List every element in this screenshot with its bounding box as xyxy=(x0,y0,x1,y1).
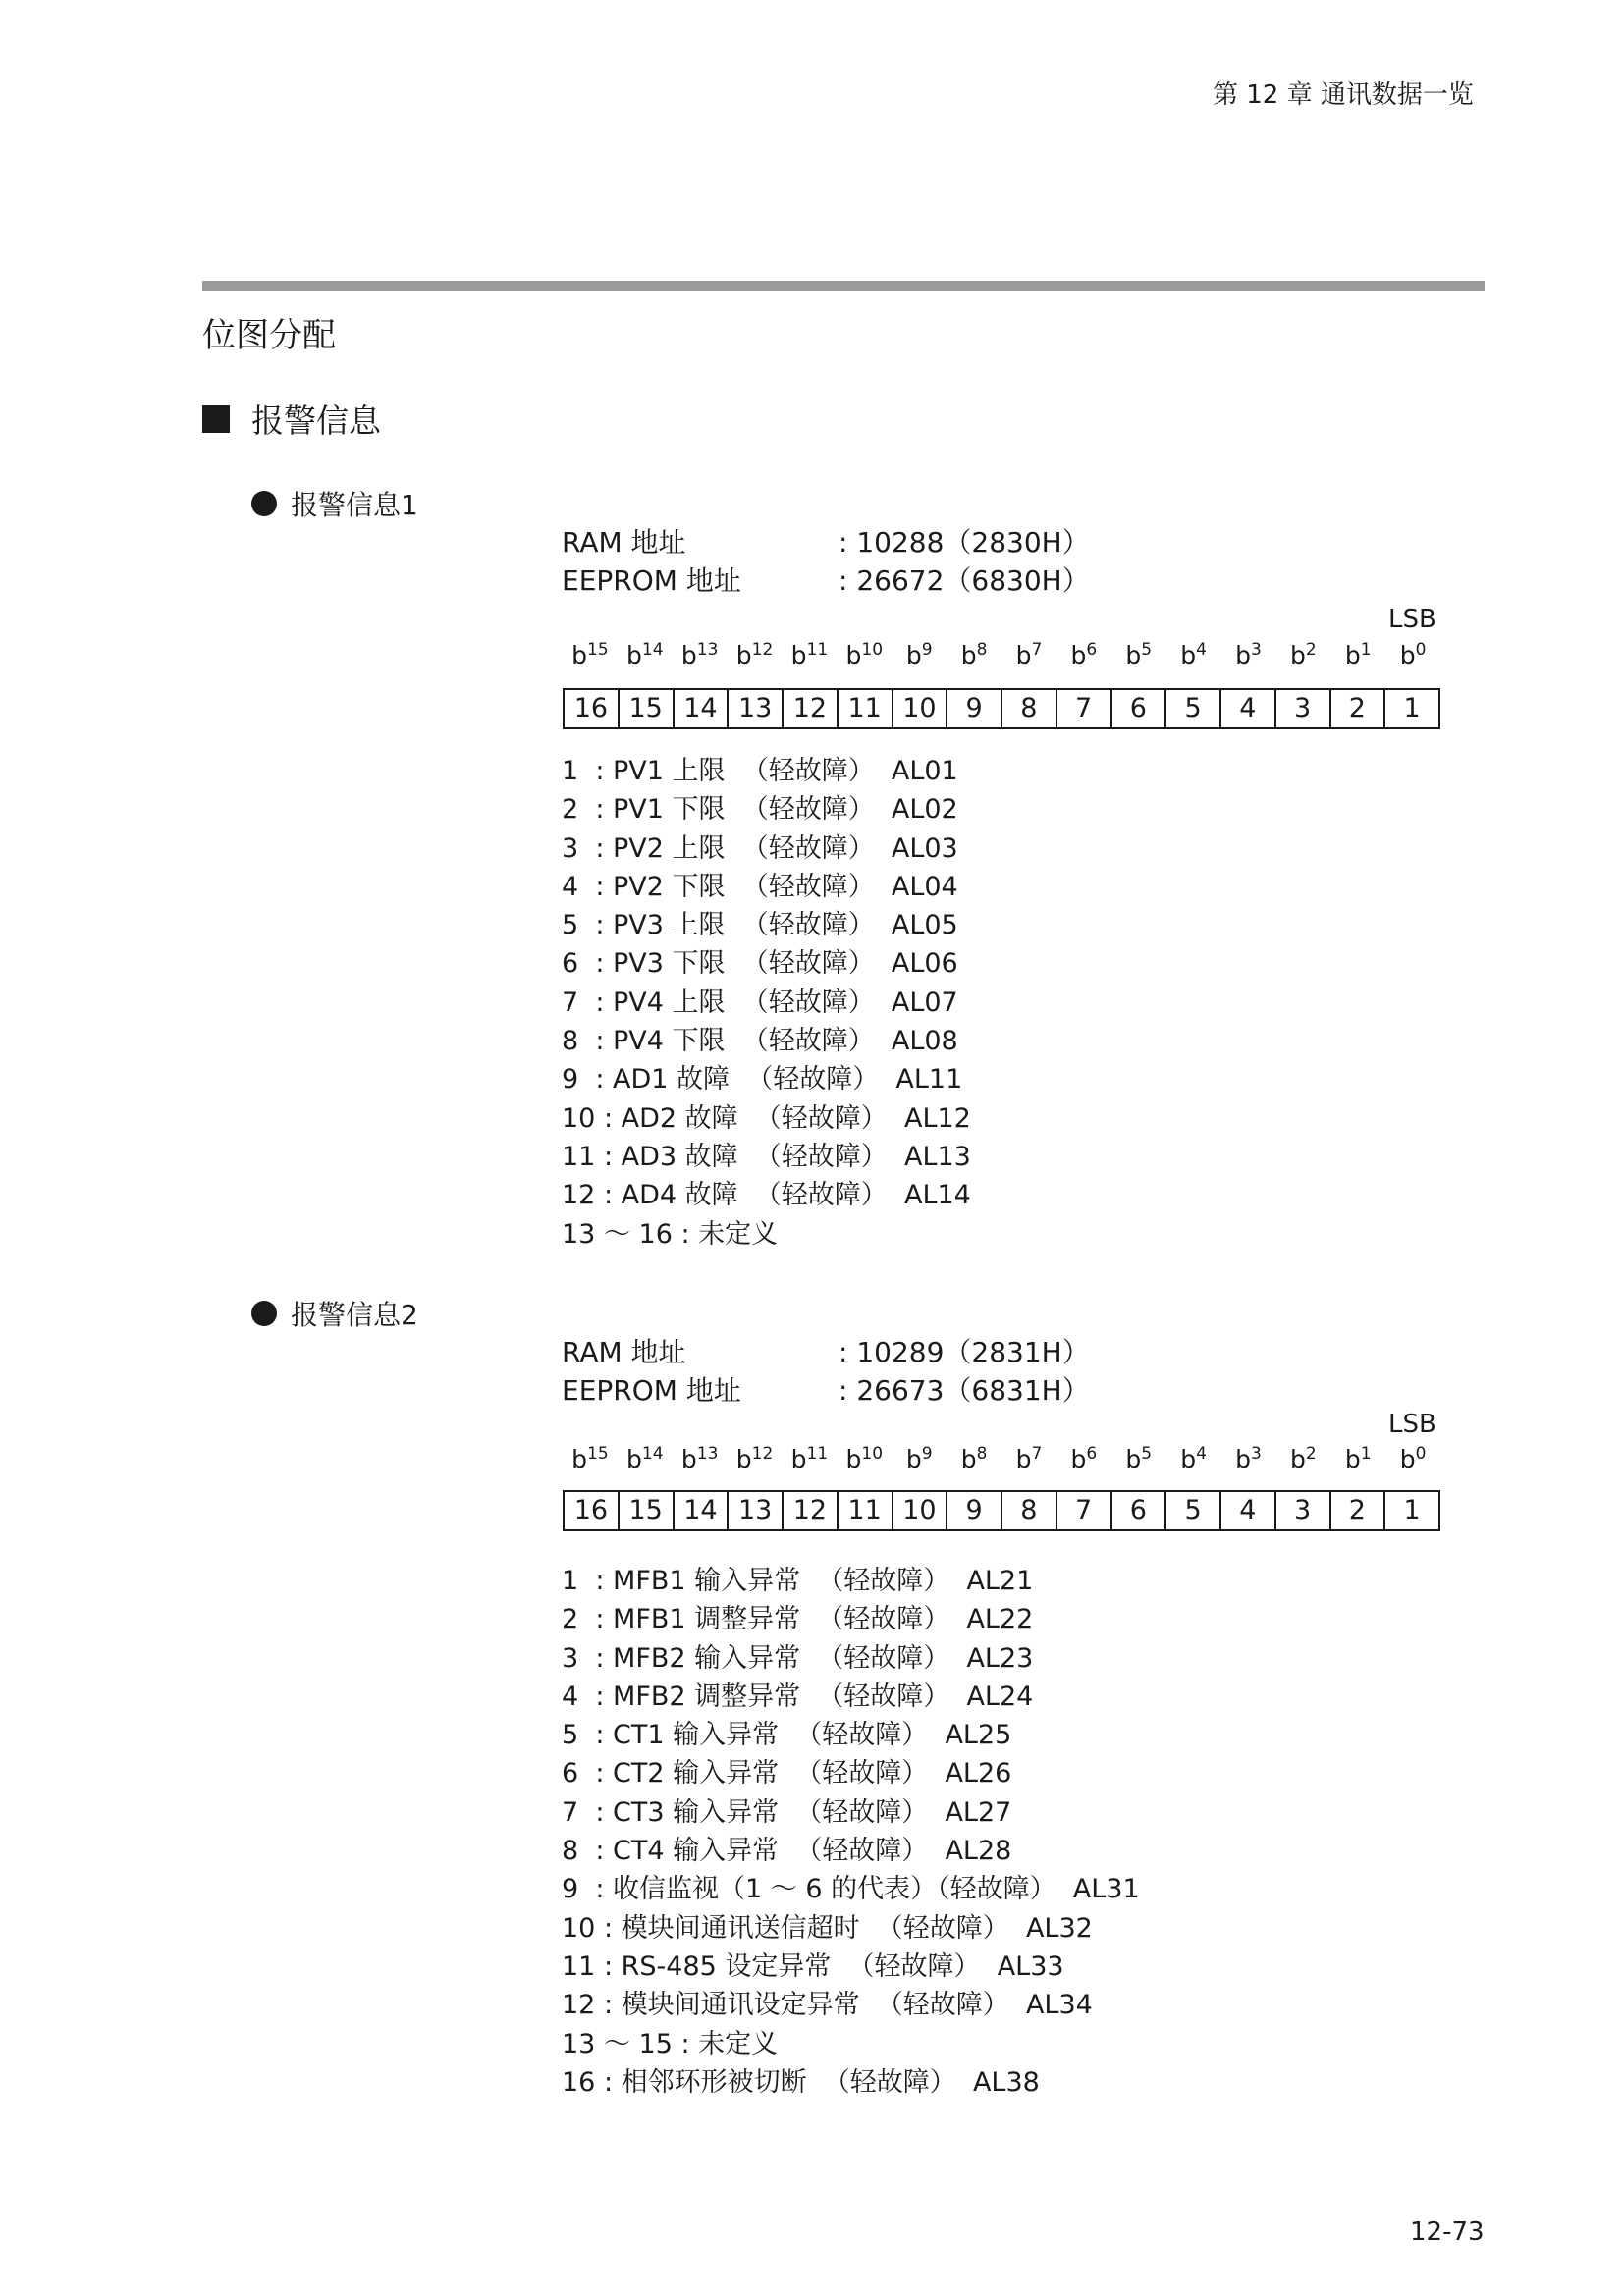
bit-cell: 1 xyxy=(1383,690,1438,727)
bit-cell: 11 xyxy=(837,1492,892,1529)
circle-bullet-icon xyxy=(251,491,277,516)
list-item: 3 : MFB2 输入异常 （轻故障） AL23 xyxy=(562,1642,1034,1674)
list-item: 6 : CT2 输入异常 （轻故障） AL26 xyxy=(562,1758,1012,1789)
list-item: 11 : AD3 故障 （轻故障） AL13 xyxy=(562,1141,971,1172)
list-item: 6 : PV3 下限 （轻故障） AL06 xyxy=(562,948,958,980)
bit-cell: 4 xyxy=(1219,690,1274,727)
list-item: 4 : PV2 下限 （轻故障） AL04 xyxy=(562,871,958,902)
list-item: 8 : PV4 下限 （轻故障） AL08 xyxy=(562,1026,958,1057)
bit-label: $b^5$ xyxy=(1125,1444,1153,1473)
bit-label: $b^{15}$ xyxy=(571,640,609,669)
bit-cell: 15 xyxy=(618,1492,673,1529)
page-number: 12-73 xyxy=(1410,2217,1485,2247)
bit-cell: 7 xyxy=(1056,1492,1110,1529)
bit-cell: 14 xyxy=(673,690,728,727)
block-2-ram-label: RAM 地址 xyxy=(562,1336,686,1368)
block-1-eeprom-value: : 26672（6830H） xyxy=(839,564,1090,597)
section-title: 位图分配 xyxy=(202,316,336,355)
block-2-lsb-label: LSB xyxy=(1388,1410,1436,1439)
block-1-ram-value: : 10288（2830H） xyxy=(839,526,1090,559)
list-item: 7 : CT3 输入异常 （轻故障） AL27 xyxy=(562,1796,1012,1828)
bit-label: $b^{14}$ xyxy=(626,1444,664,1473)
bit-label: $b^{15}$ xyxy=(571,1444,609,1473)
bit-label: $b^3$ xyxy=(1235,640,1262,669)
list-item: 8 : CT4 输入异常 （轻故障） AL28 xyxy=(562,1836,1012,1867)
bit-cell: 10 xyxy=(892,690,947,727)
bit-cell: 16 xyxy=(573,693,609,723)
list-item: 4 : MFB2 调整异常 （轻故障） AL24 xyxy=(562,1681,1034,1712)
block-1-heading xyxy=(251,484,418,523)
bit-cell: 5 xyxy=(1164,1492,1219,1529)
block-2-eeprom-label: EEPROM 地址 xyxy=(562,1374,741,1407)
bit-label: $b^2$ xyxy=(1289,1444,1317,1473)
list-item: 3 : PV2 上限 （轻故障） AL03 xyxy=(562,832,958,864)
bit-label: $b^0$ xyxy=(1399,1444,1427,1473)
chapter-header: 第 12 章 通讯数据一览 xyxy=(1213,80,1474,110)
list-item: 9 : AD1 故障 （轻故障） AL11 xyxy=(562,1064,963,1095)
bit-label: $b^{13}$ xyxy=(680,640,719,669)
block-1-bit-table xyxy=(563,688,1440,729)
list-item: 1 : PV1 上限 （轻故障） AL01 xyxy=(562,756,958,786)
bit-cell: 3 xyxy=(1274,690,1329,727)
bit-label: $b^{12}$ xyxy=(735,640,774,669)
bit-label: $b^6$ xyxy=(1070,1444,1098,1473)
list-item: 5 : CT1 输入异常 （轻故障） AL25 xyxy=(562,1720,1012,1751)
bit-cell: 14 xyxy=(673,1492,728,1529)
bit-cell: 10 xyxy=(892,1492,947,1529)
bit-label: $b^1$ xyxy=(1344,640,1372,669)
block-2-eeprom-value: : 26673（6831H） xyxy=(839,1374,1090,1407)
block-1-eeprom-label: EEPROM 地址 xyxy=(562,564,741,597)
block-2-title: 报警信息2 xyxy=(291,1299,418,1331)
bit-label: $b^{13}$ xyxy=(680,1444,719,1473)
square-bullet-icon xyxy=(202,405,230,433)
list-item: 12 : 模块间通讯设定异常 （轻故障） AL34 xyxy=(562,1990,1093,2021)
block-1-title: 报警信息1 xyxy=(291,489,418,521)
block-1-bit-list xyxy=(562,752,971,1254)
bit-cell: 6 xyxy=(1110,690,1165,727)
bit-cell: 6 xyxy=(1110,1492,1165,1529)
list-item: 10 : 模块间通讯送信超时 （轻故障） AL32 xyxy=(562,1912,1093,1944)
bit-label: $b^6$ xyxy=(1070,640,1098,669)
list-item: 13 ～ 15 : 未定义 xyxy=(562,2028,779,2059)
list-item: 13 ～ 16 : 未定义 xyxy=(562,1218,779,1250)
bit-label: $b^{11}$ xyxy=(790,640,829,669)
subsection-title-text: 报警信息 xyxy=(251,401,381,440)
list-item: 16 : 相邻环形被切断 （轻故障） AL38 xyxy=(562,2066,1040,2098)
list-item: 10 : AD2 故障 （轻故障） AL12 xyxy=(562,1102,971,1134)
bit-label: $b^8$ xyxy=(960,1444,988,1473)
bit-cell: 2 xyxy=(1329,690,1384,727)
bit-cell: 8 xyxy=(1001,690,1056,727)
block-1-ram-label: RAM 地址 xyxy=(562,526,686,559)
subsection-title xyxy=(202,396,381,442)
bit-cell: 7 xyxy=(1056,690,1110,727)
bit-label: $b^7$ xyxy=(1015,1444,1043,1473)
bit-cell: 8 xyxy=(1001,1492,1056,1529)
section-divider xyxy=(202,281,1485,291)
list-item: 5 : PV3 上限 （轻故障） AL05 xyxy=(562,910,958,941)
bit-cell: 2 xyxy=(1329,1492,1384,1529)
bit-label: $b^0$ xyxy=(1399,640,1427,669)
bit-label: $b^8$ xyxy=(960,640,988,669)
list-item: 11 : RS-485 设定异常 （轻故障） AL33 xyxy=(562,1950,1064,1982)
block-2-ram-value: : 10289（2831H） xyxy=(839,1336,1090,1368)
bit-label: $b^{10}$ xyxy=(845,640,884,669)
block-2-bit-labels xyxy=(563,1445,1440,1473)
list-item: 1 : MFB1 输入异常 （轻故障） AL21 xyxy=(562,1566,1034,1596)
block-2-heading xyxy=(251,1294,418,1333)
bit-label: $b^{14}$ xyxy=(626,640,664,669)
bit-label: $b^7$ xyxy=(1015,640,1043,669)
bit-cell: 13 xyxy=(727,1492,782,1529)
bit-cell: 11 xyxy=(837,690,892,727)
list-item: 9 : 收信监视（1 ～ 6 的代表）（轻故障） AL31 xyxy=(562,1874,1140,1905)
bit-cell: 13 xyxy=(727,690,782,727)
bit-cell: 12 xyxy=(782,690,837,727)
block-1-bit-labels xyxy=(563,641,1440,669)
list-item: 7 : PV4 上限 （轻故障） AL07 xyxy=(562,987,958,1018)
bit-cell: 3 xyxy=(1274,1492,1329,1529)
bit-label: $b^3$ xyxy=(1235,1444,1262,1473)
bit-label: $b^{12}$ xyxy=(735,1444,774,1473)
bit-cell: 12 xyxy=(782,1492,837,1529)
list-item: 2 : MFB1 调整异常 （轻故障） AL22 xyxy=(562,1604,1034,1635)
bit-label: $b^5$ xyxy=(1125,640,1153,669)
circle-bullet-icon xyxy=(251,1301,277,1326)
bit-cell: 5 xyxy=(1164,690,1219,727)
bit-cell: 16 xyxy=(573,1495,609,1525)
list-item: 2 : PV1 下限 （轻故障） AL02 xyxy=(562,794,958,826)
block-2-bit-table xyxy=(563,1490,1440,1531)
bit-label: $b^9$ xyxy=(905,1444,933,1473)
bit-cell: 9 xyxy=(946,1492,1001,1529)
bit-label: $b^2$ xyxy=(1289,640,1317,669)
bit-cell: 9 xyxy=(946,690,1001,727)
list-item: 12 : AD4 故障 （轻故障） AL14 xyxy=(562,1180,971,1211)
bit-label: $b^4$ xyxy=(1180,640,1207,669)
bit-label: $b^9$ xyxy=(905,640,933,669)
bit-cell: 15 xyxy=(618,690,673,727)
bit-label: $b^{10}$ xyxy=(845,1444,884,1473)
block-1-lsb-label: LSB xyxy=(1388,605,1436,634)
bit-label: $b^4$ xyxy=(1180,1444,1207,1473)
bit-label: $b^{11}$ xyxy=(790,1444,829,1473)
bit-cell: 4 xyxy=(1219,1492,1274,1529)
bit-label: $b^1$ xyxy=(1344,1444,1372,1473)
block-2-bit-list xyxy=(562,1562,1140,2102)
bit-cell: 1 xyxy=(1383,1492,1438,1529)
